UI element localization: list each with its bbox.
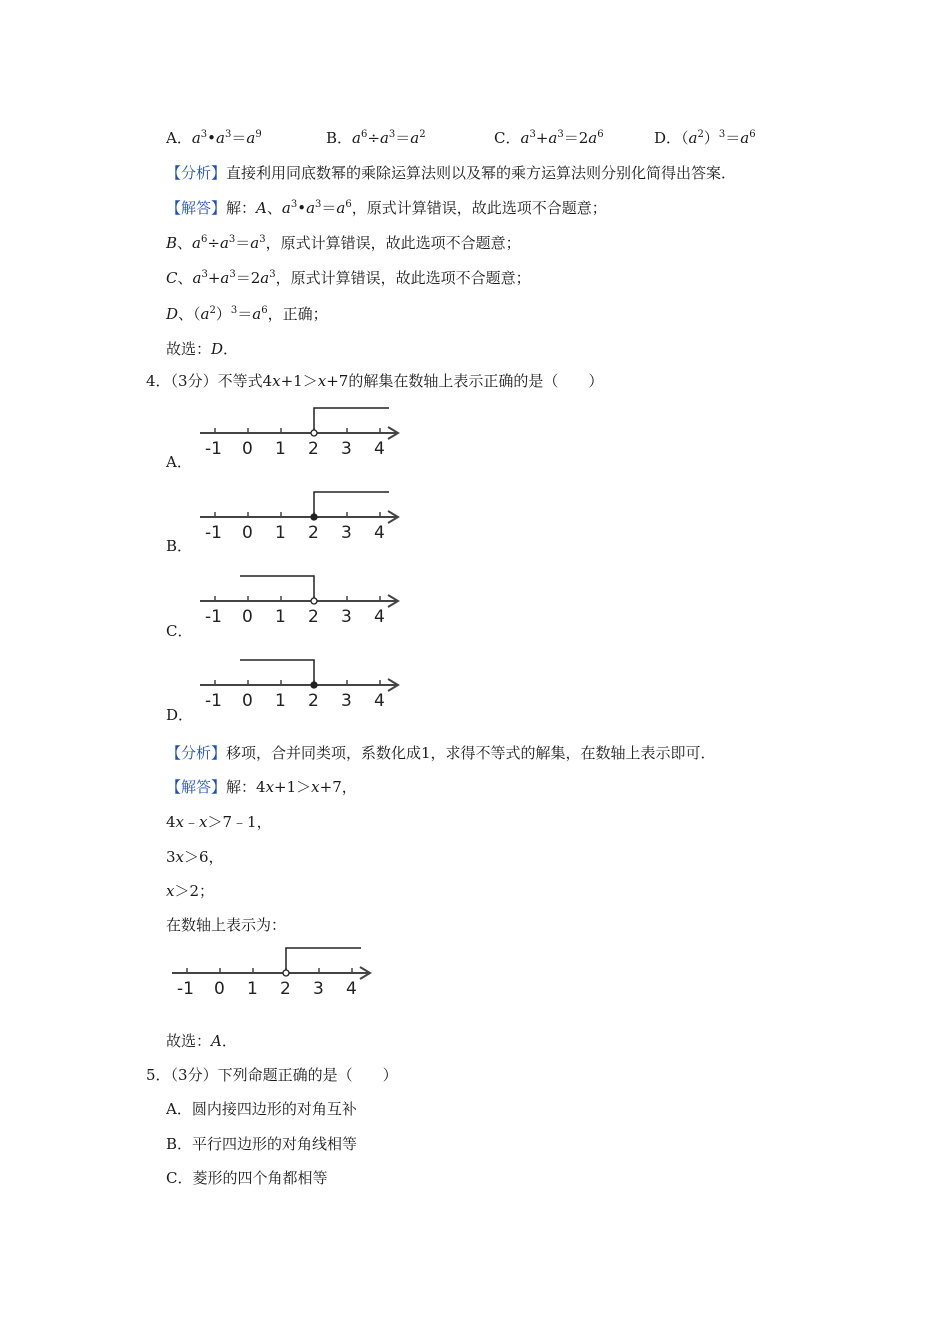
closed-endpoint [311,682,317,688]
tick-label: 0 [242,439,253,458]
tick-label: 3 [313,979,324,998]
q4-option-a-numberline [196,402,406,462]
q4-analysis: 【分析】移项，合并同类项，系数化成1，求得不等式的解集，在数轴上表示即可． [166,744,716,762]
q4-option-c-numberline [196,570,406,630]
q3-analysis: 【分析】直接利用同底数幂的乘除运算法则以及幂的乘方运算法则分别化简得出答案． [166,164,737,182]
solution-bracket [240,660,314,685]
open-endpoint [283,970,289,976]
q3-choice-c: C．$a^3+a^3=2a^6$ [494,129,604,147]
tick-label: 3 [341,439,352,458]
q4-solution-line-4: x＞2； [166,882,215,900]
q4-option-a-label: A． [166,453,192,471]
tick-label: 2 [308,523,319,542]
solution-bracket [314,408,389,433]
q4-solution-numberline [168,942,378,1002]
tick-label: -1 [205,691,222,710]
tick-label: 1 [275,691,286,710]
tick-label: 4 [374,439,385,458]
q3-solution-line-2: B、$a^6\div a^3=a^3$，原式计算错误，故此选项不合题意； [166,234,521,252]
q3-choices-row [166,128,756,148]
analysis-tag: 【分析】 [166,164,227,182]
q4-option-d-label: D． [166,706,194,724]
tick-label: -1 [205,523,222,542]
q5-option-c: C．菱形的四个角都相等 [166,1169,328,1187]
q4-option-c-label: C． [166,622,193,640]
closed-endpoint [311,514,317,520]
tick-label: 4 [374,523,385,542]
q3-solution-line-1: 【解答】解：A、$a^3•a^3=a^6$，原式计算错误，故此选项不合题意； [166,199,607,217]
tick-label: 4 [374,607,385,626]
tick-label: 1 [275,523,286,542]
analysis-tag: 【分析】 [166,744,227,762]
solution-bracket [286,948,361,973]
tick-label: 1 [275,607,286,626]
q3-solution-line-3: C、$a^3+a^3=2a^3$，原式计算错误，故此选项不合题意； [166,269,531,287]
tick-label: 2 [308,607,319,626]
tick-label: 3 [341,691,352,710]
tick-label: 0 [242,691,253,710]
q4-option-b-label: B． [166,537,193,555]
solution-bracket [314,492,389,517]
solution-bracket [240,576,314,601]
q3-choice-d: D．$(a^2)^3=a^6$ [654,129,756,147]
tick-label: -1 [205,607,222,626]
q5-stem: 5．（3分）下列命题正确的是（ ） [146,1066,398,1084]
tick-label: -1 [205,439,222,458]
tick-label: 2 [280,979,291,998]
q4-option-d-numberline [196,654,406,714]
q3-answer: 故选：D． [166,340,239,358]
q3-choice-b: B．$a^6\div a^3=a^2$ [326,129,426,147]
q4-solution-show: 在数轴上表示为： [166,916,287,934]
solution-tag: 【解答】 [166,199,227,217]
open-endpoint [311,430,317,436]
tick-label: 4 [374,691,385,710]
tick-label: 0 [242,523,253,542]
q4-stem: 4．（3分）不等式4x+1＞x+7的解集在数轴上表示正确的是（ ） [146,372,604,390]
tick-label: 4 [346,979,357,998]
tick-label: 1 [247,979,258,998]
open-endpoint [311,598,317,604]
tick-label: 2 [308,439,319,458]
q4-solution-line-2: 4x﹣x＞7﹣1， [166,813,272,831]
tick-label: -1 [177,979,194,998]
tick-label: 1 [275,439,286,458]
q3-solution-line-4: D、$(a^2)^3=a^6$，正确； [166,305,328,323]
q5-option-b: B．平行四边形的对角线相等 [166,1135,358,1153]
q4-solution-line-1: 【解答】解：4x+1＞x+7， [166,778,357,796]
q4-answer: 故选：A． [166,1032,237,1050]
tick-label: 0 [242,607,253,626]
solution-tag: 【解答】 [166,778,227,796]
q3-choice-a: A．$a^3•a^3=a^9$ [166,129,262,147]
q4-solution-line-3: 3x＞6， [166,848,224,866]
tick-label: 3 [341,607,352,626]
tick-label: 3 [341,523,352,542]
q5-option-a: A．圆内接四边形的对角互补 [166,1100,357,1118]
tick-label: 0 [214,979,225,998]
q4-option-b-numberline [196,486,406,546]
tick-label: 2 [308,691,319,710]
